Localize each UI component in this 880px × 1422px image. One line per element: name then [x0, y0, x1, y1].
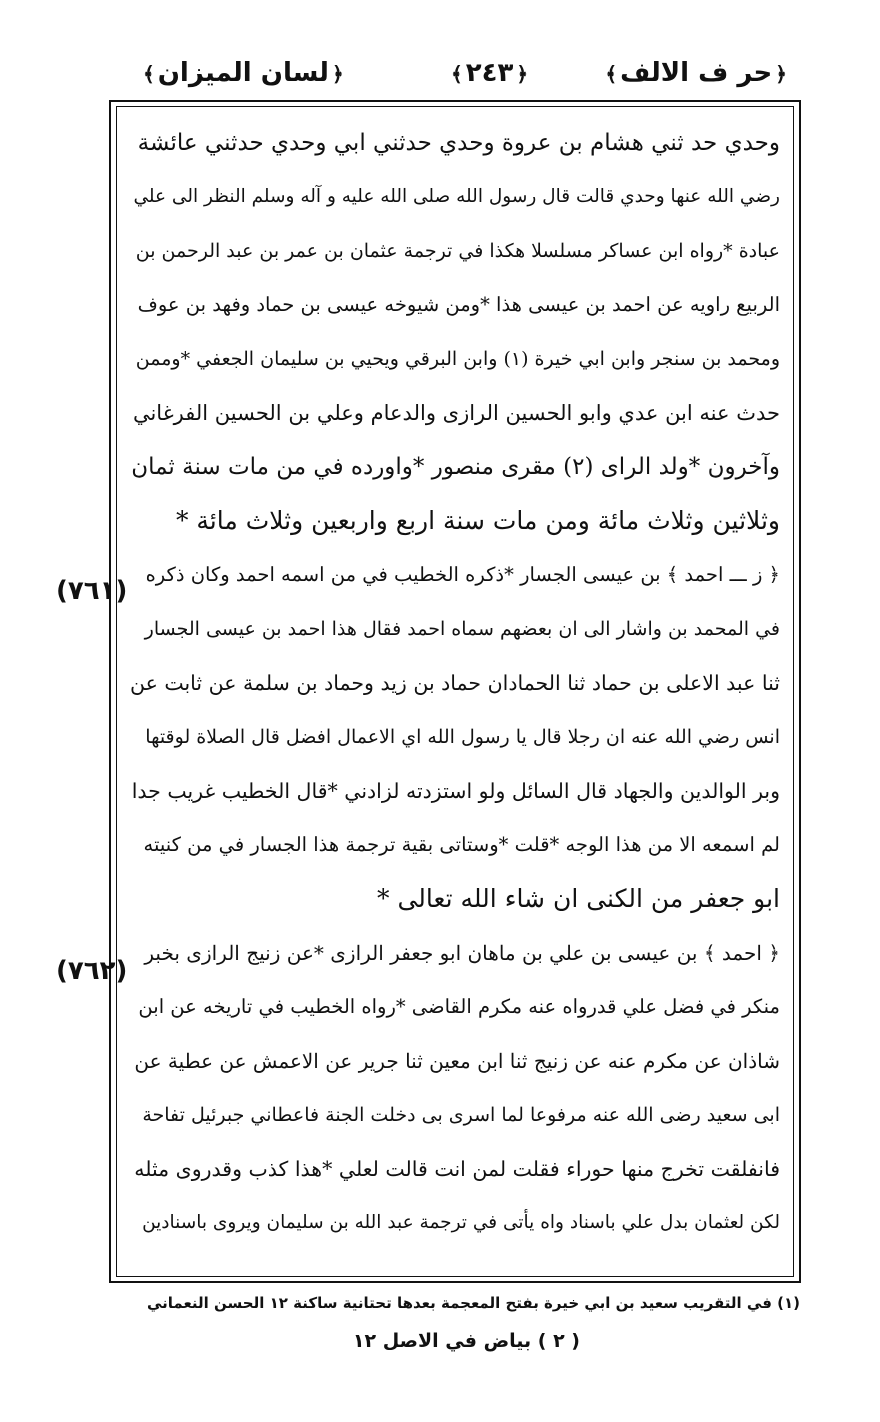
entry-number-762: (٧٦٢) — [56, 956, 128, 986]
text-line: وثلاثين وثلاث مائة ومن مات سنة اربع واربعين وثلاث مائة * — [175, 506, 780, 535]
text-line: وحدي حد ثني هشام بن عروة وحدي حدثني ابي وحدي حدثني عائشة — [137, 130, 780, 156]
text-line: ابى سعيد رضى الله عنه مرفوعا لما اسرى بى دخلت الجنة فاعطاني جبرئيل تفاحة — [142, 1104, 780, 1126]
text-line: ومحمد بن سنجر وابن ابي خيرة (١) وابن البرقي ويحيي بن سليمان الجعفي *وممن — [135, 348, 780, 370]
page-header — [130, 50, 790, 100]
entry-762-first-line: ﴿ احمد ﴾ بن عيسى بن علي بن ماهان ابو جعفر الرازى *عن زنيج الرازى بخبر — [144, 941, 780, 965]
text-line: ثنا عبد الاعلى بن حماد ثنا الحمادان حماد بن زيد وحماد بن سلمة عن ثابت عن — [130, 671, 780, 695]
header-left-title: لسان الميزان — [157, 58, 329, 88]
header-right-title: حر ف الالف — [620, 58, 773, 88]
text-line: الربيع راويه عن احمد بن عيسى هذا *ومن شيوخه عيسى بن حماد وفهد بن عوف — [137, 293, 780, 316]
text-line: شاذان عن مكرم عنه عن زنيج ثنا ابن معين ثنا جرير عن الاعمش عن عطية عن — [134, 1049, 780, 1073]
text-line: منكر في فضل علي قدرواه عنه مكرم القاضى *رواه الخطيب في تاريخه عن ابن — [138, 995, 780, 1018]
header-section-title — [602, 58, 790, 88]
main-text-block — [130, 116, 780, 1250]
footnote-1: (١) في التقريب سعيد بن ابي خيرة بفتح المعجمة بعدها تحتانية ساكنة ١٢ الحسن النعماني — [146, 1294, 800, 1312]
text-line: لم اسمعه الا من هذا الوجه *قلت *وستاتى بقية ترجمة هذا الجسار في من كنيته — [143, 833, 780, 856]
ornament-bracket: ﴾ — [143, 62, 155, 86]
text-line: ابو جعفر من الكنى ان شاء الله تعالى * — [377, 884, 780, 913]
header-book-title — [140, 58, 347, 88]
text-line: فانفلقت تخرج منها حوراء فقلت لمن انت قالت لعلي *هذا كذب وقدروى مثله — [134, 1157, 780, 1181]
page-number: ٢٤٣ — [465, 58, 514, 88]
text-line: لكن لعثمان بدل علي باسناد واه يأتى في ترجمة عبد الله بن سليمان ويروى باسنادين — [142, 1212, 780, 1233]
text-line: حدث عنه ابن عدي وابو الحسين الرازى والدعام وعلي بن الحسين الفرغاني — [132, 401, 780, 425]
text-line: وبر الوالدين والجهاد قال السائل ولو استزدته لزادني *قال الخطيب غريب جدا — [131, 779, 780, 803]
text-line: في المحمد بن واشار الى ان بعضهم سماه احمد فقال هذا احمد بن عيسى الجسار — [144, 618, 780, 640]
ornament-bracket: ﴿ — [775, 62, 787, 86]
text-line: انس رضي الله عنه ان رجلا قال يا رسول الله اي الاعمال افضل قال الصلاة لوقتها — [145, 726, 780, 748]
text-line: عبادة *رواه ابن عساكر مسلسلا هكذا في ترجمة عثمان بن عمر بن عبد الرحمن بن — [135, 240, 780, 262]
ornament-bracket: ﴾ — [451, 62, 463, 86]
entry-761-first-line: ﴿ ز ـــ احمد ﴾ بن عيسى الجسار *ذكره الخطيب في من اسمه احمد وكان ذكره — [145, 563, 780, 586]
footnote-2: ( ٢ ) بياض في الاصل ١٢ — [352, 1330, 580, 1352]
header-page-number — [448, 58, 531, 88]
ornament-bracket: ﴾ — [605, 62, 618, 86]
entry-number-761: (٧٦١) — [56, 576, 128, 606]
text-line: رضي الله عنها وحدي قالت قال رسول الله صلى الله عليه و آله وسلم النظر الى علي — [133, 186, 780, 207]
text-line: وآخرون *ولد الراى (٢) مقرى منصور *واورده في من مات سنة ثمان — [131, 454, 780, 480]
ornament-bracket: ﴿ — [331, 62, 344, 86]
ornament-bracket: ﴿ — [516, 62, 529, 86]
